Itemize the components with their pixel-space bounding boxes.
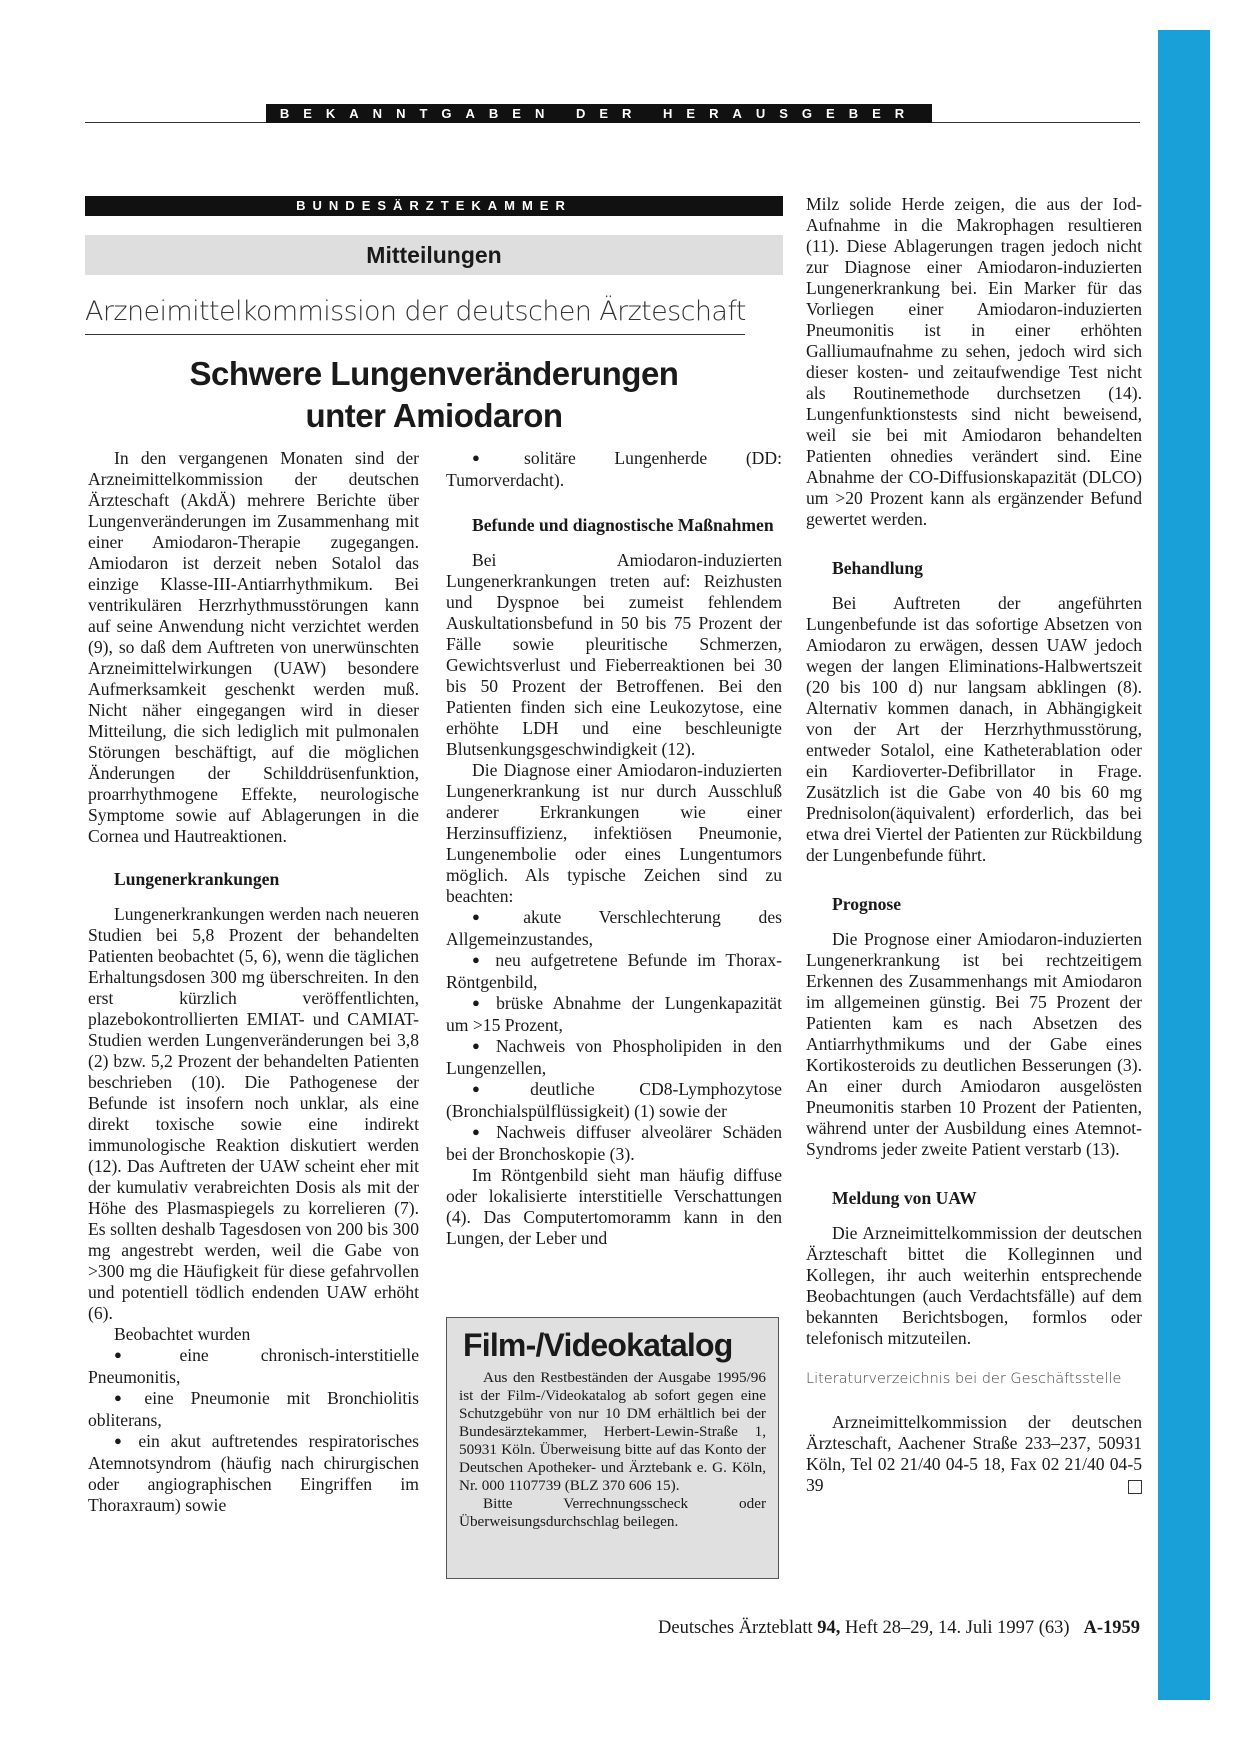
paragraph: Die Arzneimittelkommission der deutschen Ärzteschaft bittet die Kolleginnen und Kollegen, ihr auch weiterhin entsprechende Beobachtungen (auch Verdachtsfälle) auf dem bekannten Berichtsbogen, formlos oder telefonisch mitzuteilen.	[806, 1223, 1142, 1348]
paragraph: Die Prognose einer Amiodaron-induzierten Lungenerkrankung ist bei rechtzeitigem Erkennen des Zusammenhangs mit Amiodaron im allgemeinen günstig. Bei 75 Prozent der Patienten kam es nach Absetzen des Antiarrhythmikums und der Gabe eines Kortikosteroids zu deutlichen Besserungen (3). An einer durch Amiodaron ausgelösten Pneumonitis starben 10 Prozent der Patienten, während unter der Ausbildung eines Atemnot-Syndroms jeder zweite Patient verstarb (13).	[806, 929, 1142, 1159]
section-heading-prognose: Prognose	[832, 894, 902, 914]
journal-volume: 94,	[817, 1618, 841, 1638]
paragraph: Die Diagnose einer Amiodaron-induzierten Lungenerkrankung ist nur durch Ausschluß anderer Erkrankungen wie einer Herzinsuffizienz, infektiösen Pneumonie, Lungenembolie oder eines Lungentumors möglich. Als typische Zeichen sind zu beachten:	[446, 760, 782, 906]
organization-heading: Arzneimittelkommission der deutschen Ärzteschaft	[85, 296, 745, 335]
section-heading-befunde: Befunde und diagnostische Maßnahmen	[472, 515, 774, 535]
bullet-item: ● ein akut auftretendes respiratorisches Atemnotsyndrom (häufig nach chirurgischen oder angiographischen Eingriffen im Thoraxraum) sowie	[88, 1431, 419, 1516]
column-2	[446, 448, 782, 1249]
bullet-item: ● akute Verschlechterung des Allgemeinzustandes,	[446, 907, 782, 950]
title-line-1: Schwere Lungenveränderungen	[189, 355, 679, 392]
paragraph: Milz solide Herde zeigen, die aus der Iod-Aufnahme in die Makrophagen resultieren (11). Diese Ablagerungen tragen jedoch nicht zur Diagnose einer Amiodaron-induzierten Lungenerkrankung bei. Ein Marker für das Vorliegen einer Amiodaron-induzierten Pneumonitis ist in einer erhöhten Galliumaufnahme zu sehen, jedoch wird sich dieser kosten- und zeitaufwendige Test nicht als Routinemethode durchsetzen (14). Lungenfunktionstests sind nicht beweisend, weil sie bei mit Amiodaron behandelten Patienten ohnedies verändert sind. Eine Abnahme der CO-Diffusionskapazität (DLCO) um >20 Prozent kann als ergänzender Befund gewertet werden.	[806, 194, 1142, 529]
bullet-item: ● Nachweis diffuser alveolärer Schäden bei der Bronchoskopie (3).	[446, 1122, 782, 1165]
category-heading: Mitteilungen	[85, 235, 783, 275]
column-1	[88, 448, 419, 1516]
bullet-item: ● brüske Abnahme der Lungenkapazität um >15 Prozent,	[446, 993, 782, 1036]
section-banner: BUNDESÄRZTEKAMMER	[85, 196, 783, 216]
end-mark-icon	[1128, 1480, 1142, 1494]
film-catalog-title: Film-/Videokatalog	[463, 1327, 733, 1363]
paragraph: Bei Amiodaron-induzierten Lungenerkrankungen treten auf: Reizhusten und Dyspnoe bei zumeist fehlendem Auskultationsbefund in 50 bis 75 Prozent der Fälle sowie pleuritische Schmerzen, Gewichtsverlust und Fieberreaktionen bei 30 bis 50 Prozent der Betroffenen. Bei den Patienten finden sich eine Leukozytose, eine erhöhte LDH und eine beschleunigte Blutsenkungsgeschwindigkeit (12).	[446, 550, 782, 759]
address-paragraph	[806, 1412, 1142, 1496]
section-heading-behandlung: Behandlung	[832, 558, 923, 578]
paragraph: Beobachtet wurden	[114, 1324, 251, 1344]
paragraph: Im Röntgenbild sieht man häufig diffuse oder lokalisierte interstitielle Verschattungen (4). Das Computertomoramm kann in den Lungen, der Leber und	[446, 1165, 782, 1248]
paragraph: Lungenerkrankungen werden nach neueren Studien bei 5,8 Prozent der behandelten Patienten beobachtet (5, 6), wenn die täglichen Erhaltungsdosen 300 mg überschreiten. In den erst kürzlich veröffentlichten, plazebokontrollierten EMIAT- und CAMIAT-Studien werden Lungenveränderungen bei 3,8 (2) bzw. 5,2 Prozent der behandelten Patienten beschrieben (10). Die Pathogenese der Befunde ist insofern noch unklar, als eine direkt toxische sowie eine indirekt immunologische Reaktion diskutiert werden (12). Das Auftreten der UAW scheint eher mit der kumulativ verabreichten Dosis als mit der Höhe des Plasmaspiegels zu korrelieren (7). Es sollten deshalb Tagesdosen von 200 bis 300 mg angestrebt werden, weil die Gabe von >300 mg die Häufigkeit für diese gefahrvollen und potentiell tödlich endenden UAW erhöht (6).	[88, 904, 419, 1323]
journal-issue: Heft 28–29, 14. Juli 1997 (63)	[845, 1618, 1070, 1638]
bullet-item: ● neu aufgetretene Befunde im Thorax-Röntgenbild,	[446, 950, 782, 993]
bullet-item: ● eine chronisch-interstitielle Pneumonitis,	[88, 1345, 419, 1388]
bullet-item: ● deutliche CD8-Lymphozytose (Bronchialspülflüssigkeit) (1) sowie der	[446, 1079, 782, 1122]
address-text: Arzneimittelkommission der deutschen Ärzteschaft, Aachener Straße 233–237, 50931 Köln, Tel 02 21/40 04-5 18, Fax 02 21/40 04-5 39	[806, 1412, 1142, 1495]
side-color-bar	[1158, 30, 1210, 1700]
section-heading-lungenerkrankungen: Lungenerkrankungen	[114, 869, 280, 889]
bullet-item: ● eine Pneumonie mit Bronchiolitis obliterans,	[88, 1388, 419, 1431]
film-catalog-note: Bitte Verrechnungsscheck oder Überweisungsdurchschlag beilegen.	[459, 1495, 766, 1530]
top-banner: BEKANNTGABEN DER HERAUSGEBER	[266, 104, 932, 123]
paragraph: Bei Auftreten der angeführten Lungenbefunde ist das sofortige Absetzen von Amiodaron zu erwägen, dessen UAW jedoch wegen der langen Eliminations-Halbwertszeit (20 bis 100 d) nur langsam abklingen (8). Alternativ kommen danach, in Abhängigkeit von der Art der Herzrhythmusstörung, entweder Sotalol, eine Katheterablation oder ein Kardioverter-Defibrillator in Frage. Zusätzlich ist die Gabe von 40 bis 60 mg Prednisolon(äquivalent) erforderlich, das bei etwa drei Viertel der Patienten zur Rückbildung der Lungenbefunde führt.	[806, 593, 1142, 865]
section-heading-meldung: Meldung von UAW	[832, 1188, 977, 1208]
film-catalog-box	[446, 1317, 779, 1579]
bullet-item: ● solitäre Lungenherde (DD: Tumorverdacht).	[446, 448, 782, 491]
title-line-2: unter Amiodaron	[305, 397, 563, 434]
column-3	[806, 194, 1142, 1496]
page-footer	[600, 1618, 1140, 1639]
bullet-item: ● Nachweis von Phospholipiden in den Lungenzellen,	[446, 1036, 782, 1079]
film-catalog-text: Aus den Restbeständen der Ausgabe 1995/96 ist der Film-/Videokatalog ab sofort gegen eine Schutzgebühr von nur 10 DM erhältlich bei der Bundesärztekammer, Herbert-Lewin-Straße 1, 50931 Köln. Überweisung bitte auf das Konto der Deutschen Apotheker- und Ärztebank e. G. Köln, Nr. 000 1107739 (BLZ 370 606 15).	[459, 1369, 766, 1494]
page-number: A-1959	[1083, 1618, 1140, 1638]
article-title	[85, 353, 783, 437]
journal-name: Deutsches Ärzteblatt	[658, 1618, 813, 1638]
intro-paragraph: In den vergangenen Monaten sind der Arzneimittelkommission der deutschen Ärzteschaft (AkdÄ) mehrere Berichte über Lungenveränderungen im Zusammenhang mit einer Amiodaron-Therapie zugegangen. Amiodaron ist derzeit neben Sotalol das einzige Klasse-III-Antiarrhythmikum. Bei ventrikulären Herzrhythmusstörungen kann auf seine Anwendung nicht verzichtet werden (9), so daß dem Auftreten von unerwünschten Arzneimittelwirkungen (UAW) besondere Aufmerksamkeit geschenkt werden muß. Nicht näher eingegangen wird in dieser Mitteilung, die sich lediglich mit pulmonalen Störungen beschäftigt, auf die möglichen Änderungen der Schilddrüsenfunktion, proarrhythmogene Effekte, neurologische Symptome sowie auf Ablagerungen in die Cornea und Hautreaktionen.	[88, 448, 419, 846]
literature-note: Literaturverzeichnis bei der Geschäftsstelle	[806, 1371, 1122, 1387]
